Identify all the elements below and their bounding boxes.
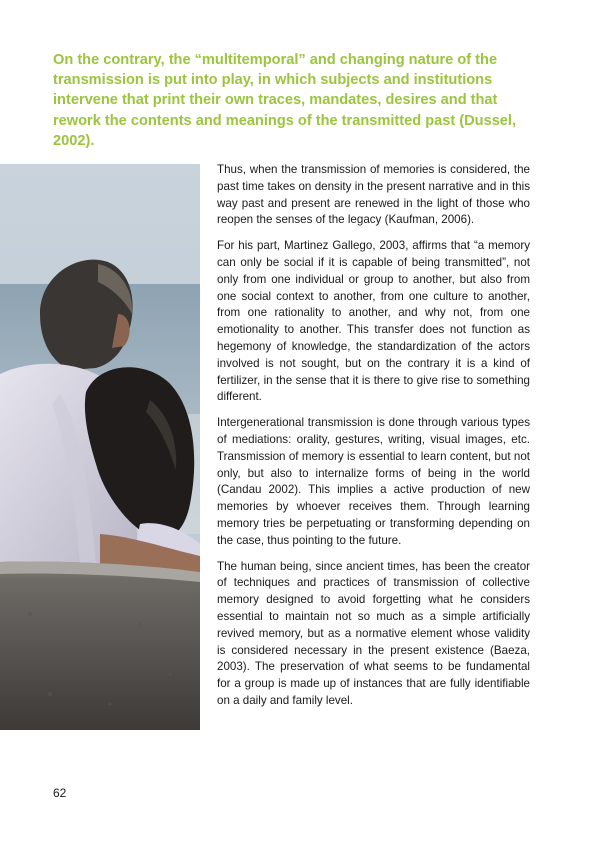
paragraph: For his part, Martinez Gallego, 2003, affirms that “a memory can only be social if it is capable of being transmitted”, not only from one individual or group to another, but also from one social context to another, from one culture to another, from one rationality to another, and why not, from one emotionality to another. This transfer does not function as hegemony of knowledge, the standardization of the actors involved is not sought, but on the contrary it is a kind of fertilizer, in the sense that it is there to give rise to something different. (217, 239, 530, 404)
body-text (217, 162, 530, 719)
photo-couple-by-sea (0, 164, 200, 730)
page-number: 62 (53, 786, 67, 800)
paragraph: Intergenerational transmission is done through various types of mediations: orality, gestures, writing, visual images, etc. Transmission of memory is essential to learn content, but not only, but also to internalize forms of being in the world (Candau 2002). This implies a active production of new memories by whoever receives them. Through learning memory tries be perpetuating or transforming depending on the case, thus pointing to the future. (217, 416, 530, 547)
paragraph: Thus, when the transmission of memories is considered, the past time takes on density in the present narrative and in this way past and present are renewed in the light of those who reopen the senses of the legacy (Kaufman, 2006). (217, 163, 530, 227)
paragraph: The human being, since ancient times, has been the creator of techniques and practices of transmission of collective memory designed to avoid forgetting what he considers essential to maintain not so much as a simple artificially revived memory, but as a normative element whose validity is considered necessary in the present existence (Baeza, 2003). The preservation of what seems to be fundamental for a group is made up of instances that are fully identifiable on a daily and family level. (217, 559, 530, 707)
pull-quote: On the contrary, the “multitemporal” and changing nature of the transmission is put into play, in which subjects and institutions intervene that print their own traces, mandates, desires and that rework the contents and meanings of the transmitted past (Dussel, 2002). (53, 52, 517, 149)
